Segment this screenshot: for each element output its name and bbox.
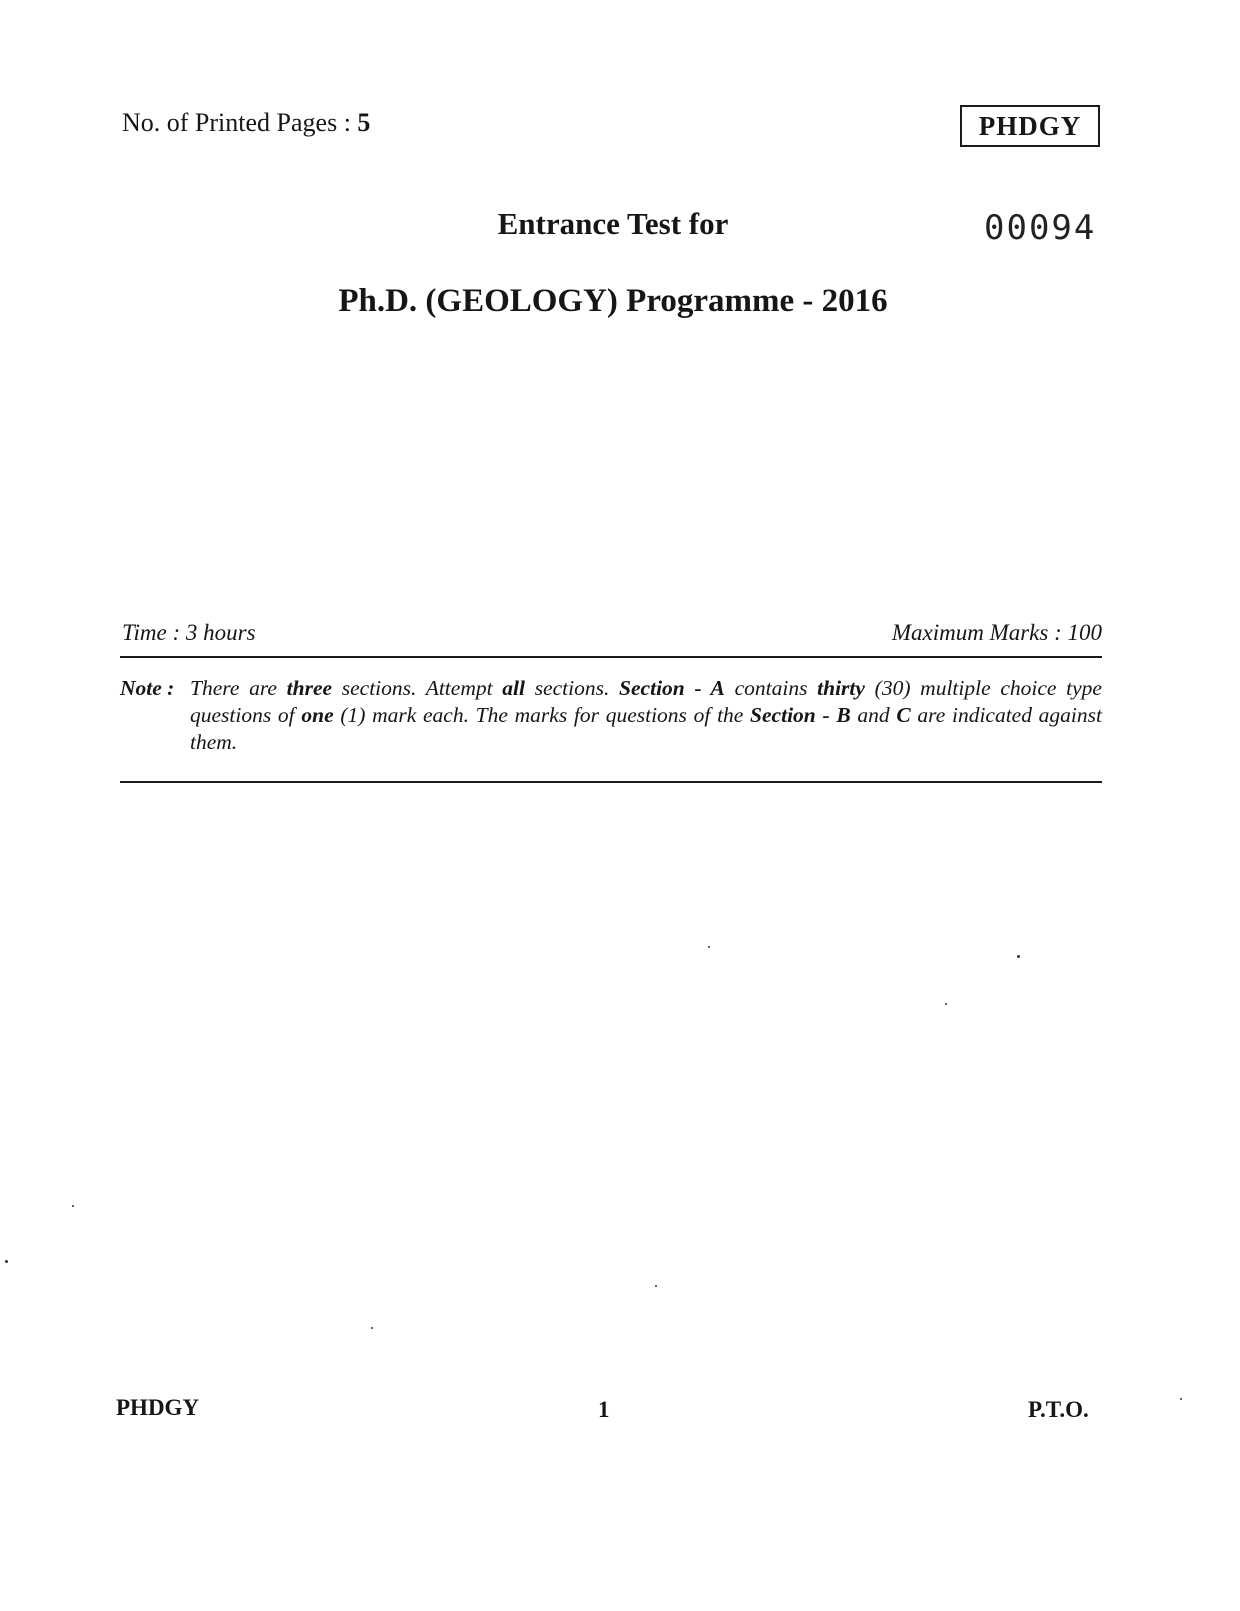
note-text: [190, 675, 1102, 756]
note-part: (30) multiple choice type questions of: [190, 676, 1102, 727]
printed-pages-label: No. of Printed Pages :: [122, 108, 351, 137]
divider-top: [120, 656, 1102, 658]
please-turn-over: P.T.O.: [1028, 1397, 1089, 1422]
note-part: (1) mark each. The marks for questions of the: [333, 703, 751, 727]
instructions-note: [120, 675, 1102, 756]
maximum-marks: Maximum Marks : 100: [891, 620, 1102, 645]
scan-speck: [371, 1327, 373, 1329]
time-allowed: Time : 3 hours: [122, 620, 256, 645]
divider-bottom: [120, 781, 1102, 783]
note-label: Note :: [120, 676, 175, 700]
page-number: 1: [598, 1397, 610, 1422]
note-part: sections. Attempt: [332, 676, 503, 700]
scan-speck: [5, 1260, 8, 1263]
page-title-line-1: Entrance Test for: [497, 206, 729, 241]
note-emphasis: thirty: [817, 676, 865, 700]
scan-speck: [1180, 1398, 1182, 1400]
note-emphasis: all: [502, 676, 525, 700]
note-part: sections.: [524, 676, 620, 700]
note-emphasis: C: [896, 703, 911, 727]
scan-speck: [72, 1205, 74, 1207]
scan-speck: [708, 946, 710, 948]
printed-pages-count: [122, 108, 370, 138]
note-emphasis: Section - B: [750, 703, 851, 727]
note-emphasis: one: [301, 703, 334, 727]
note-part: and: [850, 703, 897, 727]
note-part: are indicated against them.: [190, 703, 1102, 754]
note-part: contains: [724, 676, 818, 700]
note-part: There are: [190, 676, 287, 700]
serial-number: 00094: [984, 208, 1097, 248]
page-title-line-2: Ph.D. (GEOLOGY) Programme - 2016: [338, 283, 888, 319]
paper-code-box: PHDGY: [960, 105, 1100, 147]
scan-speck: [945, 1003, 947, 1005]
note-emphasis: three: [286, 676, 333, 700]
footer-paper-code: PHDGY: [116, 1395, 200, 1420]
note-emphasis: Section - A: [619, 676, 725, 700]
printed-pages-value: 5: [357, 108, 371, 137]
scan-speck: [1017, 955, 1020, 958]
scan-speck: [655, 1285, 657, 1287]
